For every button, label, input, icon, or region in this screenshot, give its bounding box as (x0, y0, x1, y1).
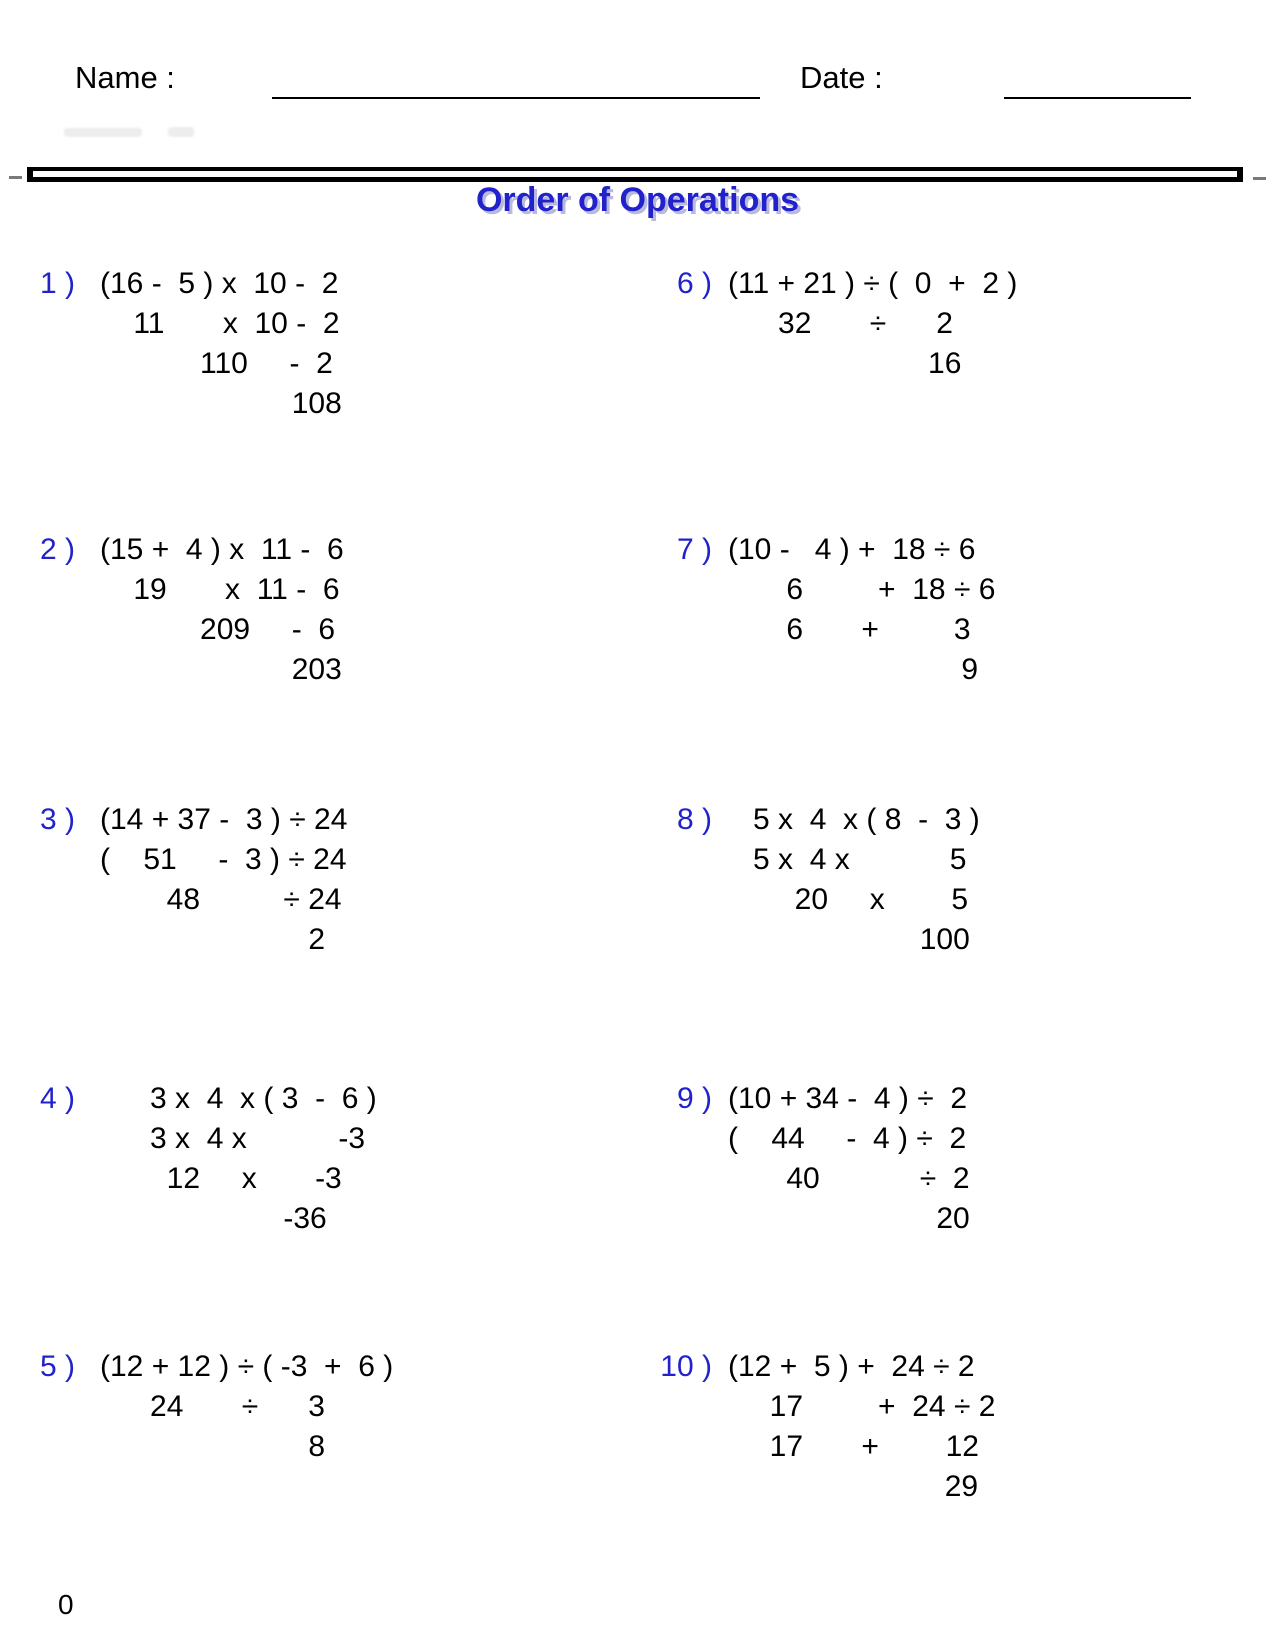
work-line: (16 - 5 ) x 10 - 2 (100, 267, 339, 300)
problem-work (728, 800, 980, 960)
right-edge-dash (1253, 177, 1266, 180)
work-line: -36 (100, 1202, 327, 1235)
work-line: 6 + 18 ÷ 6 (728, 573, 996, 606)
work-line: 32 ÷ 2 (728, 307, 953, 340)
work-line: 16 (728, 347, 962, 380)
name-label: Name : (75, 60, 175, 95)
work-line: 40 ÷ 2 (728, 1162, 970, 1195)
work-line: 203 (100, 653, 342, 686)
problem-work (728, 1347, 995, 1507)
left-edge-dash (9, 176, 22, 179)
work-line: 48 ÷ 24 (100, 883, 342, 916)
page-marker: 0 (58, 1589, 74, 1620)
work-line: 5 x 4 x 5 (728, 843, 967, 876)
problem-number: 10 ) (660, 1350, 712, 1383)
work-line: (15 + 4 ) x 11 - 6 (100, 533, 344, 566)
work-line: 24 ÷ 3 (100, 1390, 325, 1423)
work-line: 110 - 2 (100, 347, 333, 380)
work-line: 9 (728, 653, 979, 686)
work-line: 29 (728, 1470, 979, 1503)
work-line: 2 (100, 923, 326, 956)
work-line: 5 x 4 x ( 8 - 3 ) (728, 803, 980, 836)
work-line: 17 + 12 (728, 1430, 979, 1463)
problem-number: 5 ) (40, 1350, 76, 1383)
work-line: (10 - 4 ) + 18 ÷ 6 (728, 533, 976, 566)
work-line: (12 + 5 ) + 24 ÷ 2 (728, 1350, 975, 1383)
problem-work (100, 264, 342, 424)
problem-work (728, 264, 1017, 384)
work-line: ( 51 - 3 ) ÷ 24 (100, 843, 347, 876)
work-line: 20 (728, 1202, 970, 1235)
divider-rule-inner (33, 171, 1237, 177)
name-write-line (272, 97, 760, 99)
work-line: 209 - 6 (100, 613, 336, 646)
problem-number: 8 ) (676, 803, 712, 836)
work-line: 12 x -3 (100, 1162, 342, 1195)
problem-number: 3 ) (40, 803, 76, 836)
work-line: ( 44 - 4 ) ÷ 2 (728, 1122, 967, 1155)
problem-number: 6 ) (676, 267, 712, 300)
work-line: (11 + 21 ) ÷ ( 0 + 2 ) (728, 267, 1018, 300)
problem-number: 1 ) (40, 267, 76, 300)
problem-number: 7 ) (676, 533, 712, 566)
page-title: Order of Operations (475, 181, 800, 219)
problem-number: 4 ) (40, 1082, 76, 1115)
work-line: 3 x 4 x -3 (100, 1122, 366, 1155)
work-line: 6 + 3 (728, 613, 971, 646)
work-line: 19 x 11 - 6 (100, 573, 340, 606)
work-line: (10 + 34 - 4 ) ÷ 2 (728, 1082, 968, 1115)
work-line: 8 (100, 1430, 326, 1463)
divider-rule (27, 167, 1243, 182)
problem-work (100, 1347, 393, 1467)
work-line: 20 x 5 (728, 883, 969, 916)
problem-number: 9 ) (676, 1082, 712, 1115)
problem-work (100, 800, 347, 960)
work-line: 100 (728, 923, 970, 956)
work-line: 17 + 24 ÷ 2 (728, 1390, 996, 1423)
problem-work (100, 530, 344, 690)
date-write-line (1004, 97, 1191, 99)
work-line: 3 x 4 x ( 3 - 6 ) (100, 1082, 377, 1115)
work-line: (12 + 12 ) ÷ ( -3 + 6 ) (100, 1350, 394, 1383)
problem-work (728, 530, 995, 690)
faint-smudge (64, 128, 142, 137)
work-line: 108 (100, 387, 342, 420)
work-line: (14 + 37 - 3 ) ÷ 24 (100, 803, 348, 836)
work-line: 11 x 10 - 2 (100, 307, 340, 340)
faint-smudge (168, 127, 194, 137)
problem-work (100, 1079, 377, 1239)
date-label: Date : (800, 60, 883, 95)
problem-work (728, 1079, 970, 1239)
problem-number: 2 ) (40, 533, 76, 566)
